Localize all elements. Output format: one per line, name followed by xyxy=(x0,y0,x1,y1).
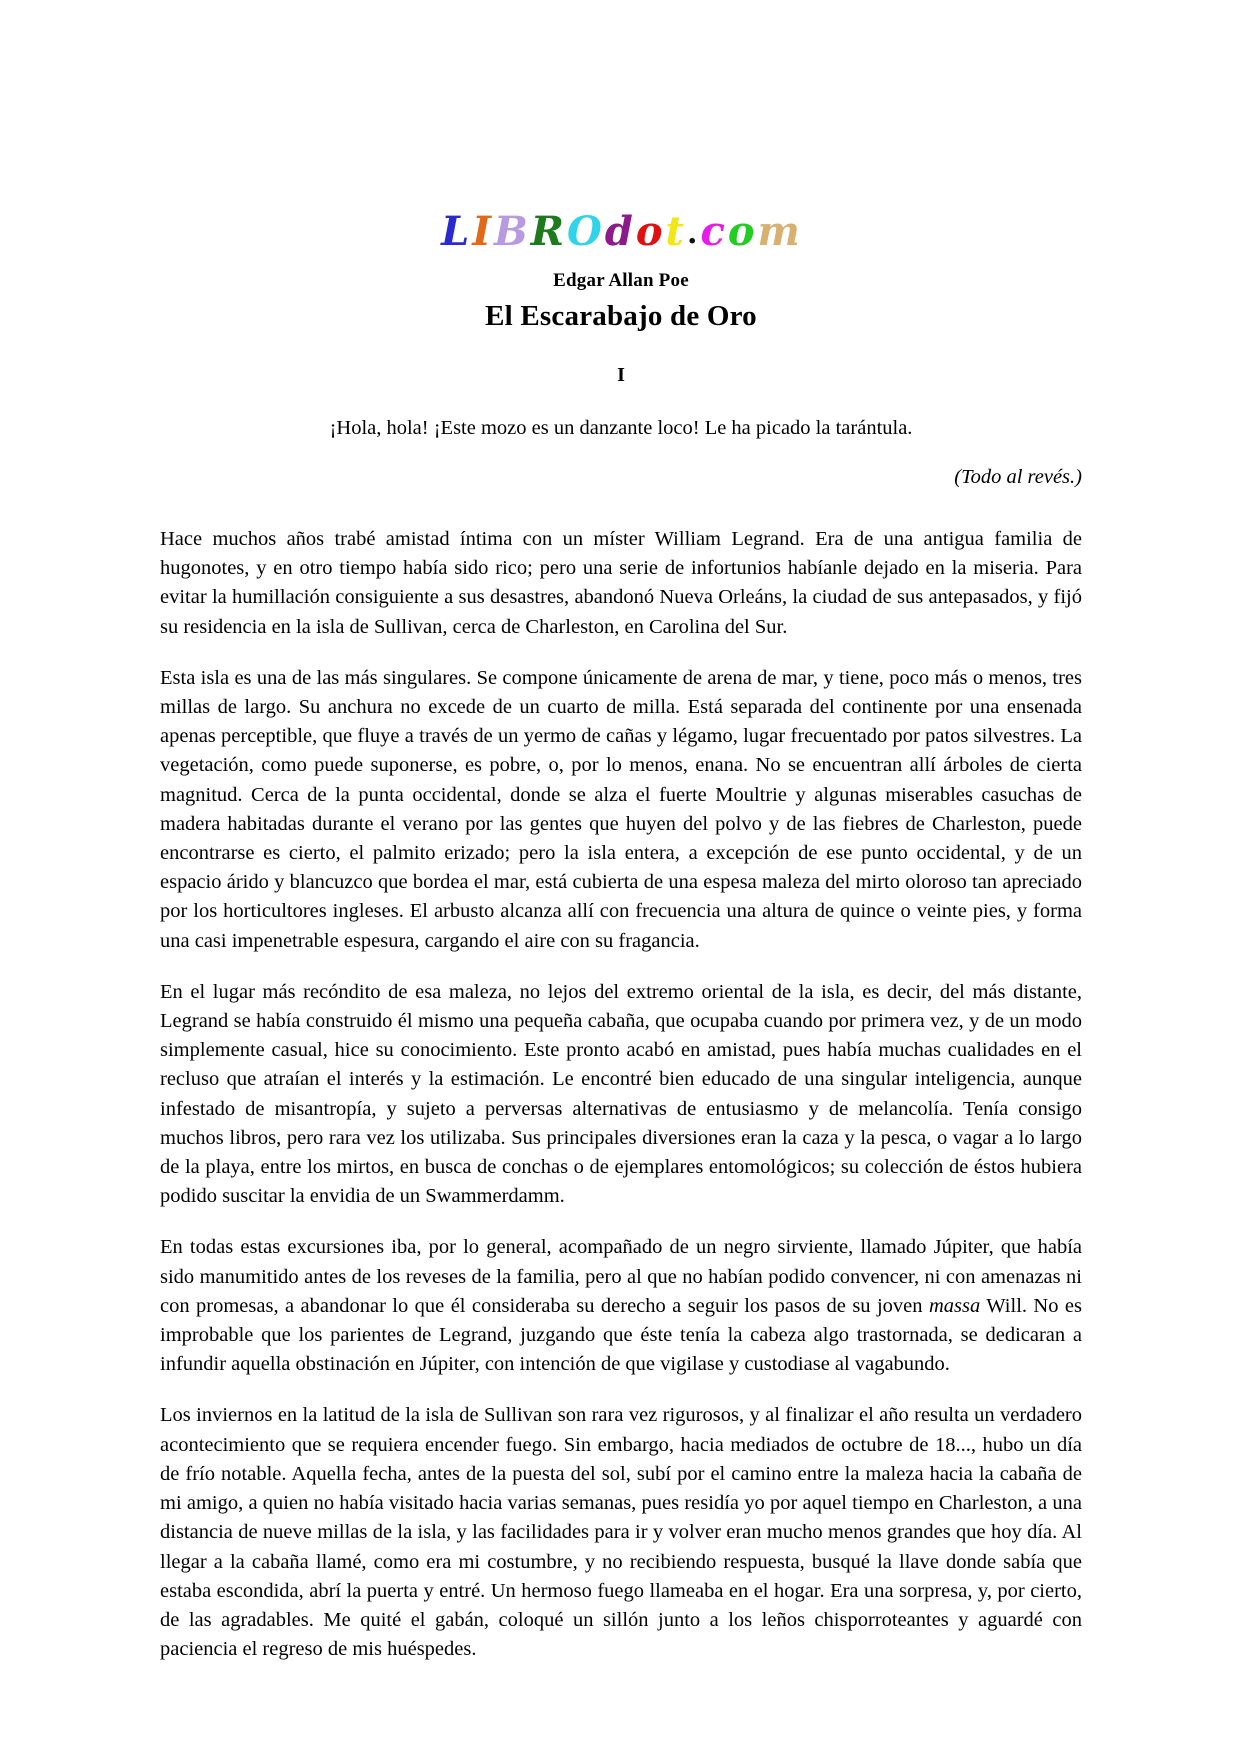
logo-letter-6: o xyxy=(635,208,664,255)
page-content xyxy=(160,0,1082,1664)
logo-letter-11: m xyxy=(757,208,801,255)
logo-letter-1: I xyxy=(472,208,492,255)
logo-letter-4: O xyxy=(567,208,603,255)
logo-letter-2: B xyxy=(493,208,529,255)
paragraph-emphasis: massa xyxy=(928,1294,981,1317)
page-title: El Escarabajo de Oro xyxy=(485,300,757,332)
paragraph-head: En todas estas excursiones iba, por lo general, acompañado de un negro sirviente, llamado Júpiter, que había sido manumitido antes de los reveses de la familia, pero al que no habían podido convencer, ni con amenazas ni con promesas, a abandonar lo que él consideraba su derecho a seguir los pasos de su joven xyxy=(160,1236,1082,1317)
paragraph: Hace muchos años trabé amistad íntima con un míster William Legrand. Era de una antigua familia de hugonotes, y en otro tiempo había sido rico; pero una serie de infortunios habíanle dejado en la miseria. Para evitar la humillación consiguiente a sus desastres, abandonó Nueva Orleáns, la ciudad de sus antepasados, y fijó su residencia en la isla de Sullivan, cerca de Charleston, en Carolina del Sur. xyxy=(160,528,1082,638)
paragraph: Los inviernos en la latitud de la isla de Sullivan son rara vez rigurosos, y al finalizar el año resulta un verdadero acontecimiento que se requiera encender fuego. Sin embargo, hacia mediados de octubre de 18..., hubo un día de frío notable. Aquella fecha, antes de la puesta del sol, subí por el camino entre la maleza hacia la cabaña de mi amigo, a quien no había visitado hacia varias semanas, pues residía yo por aquel tiempo en Charleston, a una distancia de nueve millas de la isla, y las facilidades para ir y volver eran mucho menos grandes que hoy día. Al llegar a la cabaña llamé, como era mi costumbre, y no recibiendo respuesta, busqué la llave donde sabía que estaba escondida, abrí la puerta y entré. Un hermoso fuego llameaba en el hogar. Era una sorpresa, y, por cierto, de las agradables. Me quité el gabán, coloqué un sillón junto a los leños chisporroteantes y aguardé con paciencia el regreso de mis huéspedes. xyxy=(160,1404,1082,1661)
paragraph xyxy=(160,1233,1082,1379)
logo-letter-3: R xyxy=(530,208,566,255)
chapter-number: I xyxy=(617,364,625,386)
body-text xyxy=(160,525,1082,1664)
logo-letter-0: L xyxy=(441,208,471,255)
logo-letter-8: . xyxy=(687,216,699,251)
paragraph-tail: Will. No es improbable que los parientes de Legrand, juzgando que éste tenía la cabeza algo trastornada, se dedicaran a infundir aquella obstinación en Júpiter, con intención de que vigilase y custodiase al vagabundo. xyxy=(160,1294,1082,1376)
logo-container xyxy=(160,208,1082,260)
librodot-logo[interactable] xyxy=(440,208,802,255)
paragraph: En el lugar más recóndito de esa maleza, no lejos del extremo oriental de la isla, es decir, del más distante, Legrand se había construido él mismo una pequeña cabaña, que ocupaba cuando por primera vez, y de un modo simplemente casual, hice su conocimiento. Este pronto acabó en amistad, pues había muchas cualidades en el recluso que atraían el interés y la estimación. Le encontré bien educado de una singular inteligencia, aunque infestado de misantropía, y sujeto a perversas alternativas de entusiasmo y de melancolía. Tenía consigo muchos libros, pero rara vez los utilizaba. Sus principales diversiones eran la caza y la pesca, o vagar a lo largo de la playa, entre los mirtos, en busca de conchas o de ejemplares entomológicos; su colección de éstos hubiera podido suscitar la envidia de un Swammerdamm. xyxy=(160,980,1082,1208)
logo-letter-9: c xyxy=(700,208,726,255)
logo-letter-7: t xyxy=(665,208,686,255)
paragraph: Esta isla es una de las más singulares. Se compone únicamente de arena de mar, y tiene, poco más o menos, tres millas de largo. Su anchura no excede de un cuarto de milla. Está separada del continente por una ensenada apenas perceptible, que fluye a través de un yermo de cañas y légamo, lugar frecuentado por patos silvestres. La vegetación, como puede suponerse, es pobre, o, por lo menos, enana. No se encuentran allí árboles de cierta magnitud. Cerca de la punta occidental, donde se alza el fuerte Moultrie y algunas miserables casuchas de madera habitadas durante el verano por las gentes que huyen del polvo y de las fiebres de Charleston, puede encontrarse es cierto, el palmito erizado; pero la isla entera, a excepción de ese punto occidental, y de un espacio árido y blancuzco que bordea el mar, está cubierta de una espesa maleza del mirto oloroso tan apreciado por los horticultores ingleses. El arbusto alcanza allí con frecuencia una altura de quince o veinte pies, y forma una casi impenetrable espesura, cargando el aire con su fragancia. xyxy=(160,666,1082,952)
author-name: Edgar Allan Poe xyxy=(553,270,689,291)
epigraph-text: ¡Hola, hola! ¡Este mozo es un danzante loco! Le ha picado la tarántula. xyxy=(329,417,913,439)
logo-letter-10: o xyxy=(727,208,756,255)
epigraph-source: (Todo al revés.) xyxy=(954,466,1082,488)
logo-letter-5: d xyxy=(604,208,634,255)
